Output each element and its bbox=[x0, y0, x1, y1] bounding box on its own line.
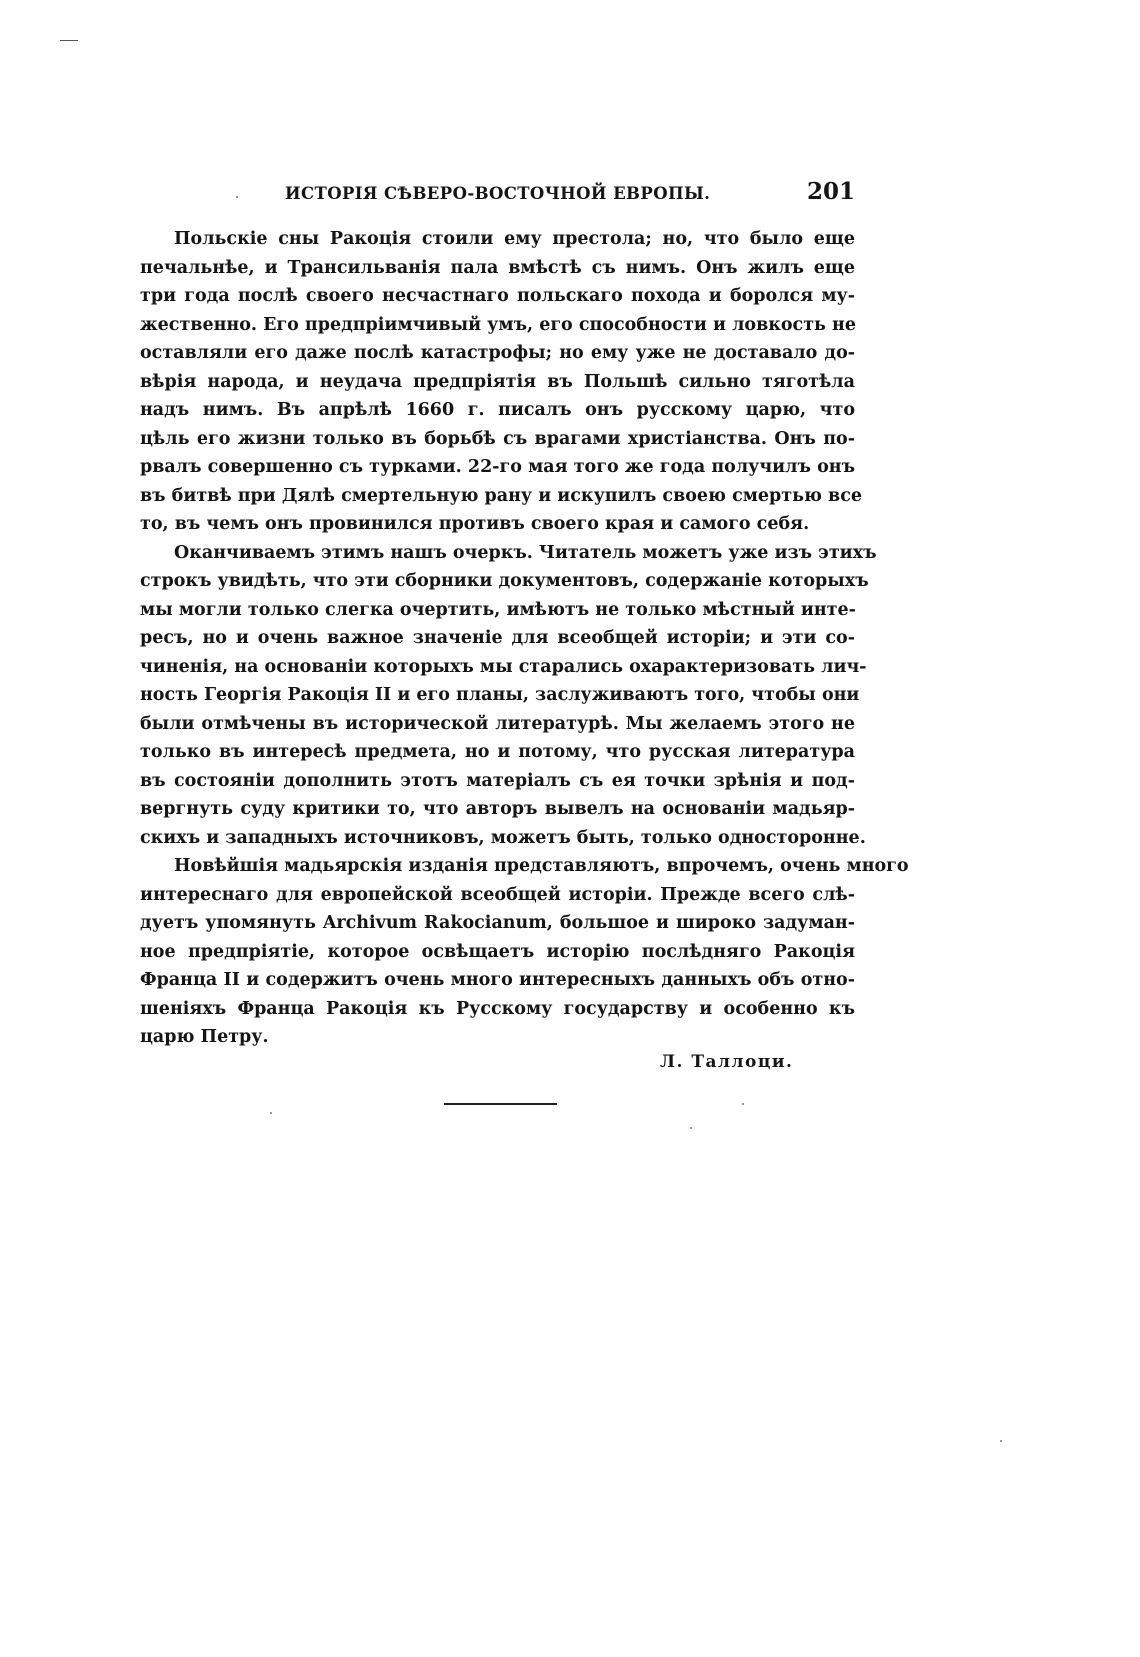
text-line: цѣль его жизни только въ борьбѣ съ врагами христіанства. Онъ по- bbox=[140, 428, 855, 449]
paragraph bbox=[140, 539, 877, 853]
text-line: въ битвѣ при Дялѣ смертельную рану и искупилъ своею смертью все bbox=[140, 485, 863, 506]
end-rule bbox=[444, 1103, 557, 1105]
text-line: дуетъ упомянуть Archivum Rakocianum, большое и широко задуман- bbox=[140, 913, 855, 933]
scan-speck bbox=[270, 1112, 272, 1114]
text-line: рвалъ совершенно съ турками. 22-го мая того же года получилъ онъ bbox=[140, 457, 855, 477]
text-line: царю Петру. bbox=[140, 1027, 269, 1047]
text-line: шеніяхъ Франца Ракоція къ Русскому государству и особенно къ bbox=[140, 998, 855, 1019]
scan-speck bbox=[690, 1127, 692, 1129]
text-line: Оканчиваемъ этимъ нашъ очеркъ. Читатель можетъ уже изъ этихъ bbox=[174, 542, 877, 563]
text-line: оставляли его даже послѣ катастрофы; но ему уже не доставало до- bbox=[140, 343, 855, 363]
text-line: ное предпріятіе, которое освѣщаетъ исторію послѣдняго Ракоція bbox=[140, 941, 855, 962]
text-line: то, въ чемъ онъ провинился противъ своего края и самого себя. bbox=[140, 514, 810, 534]
text-line: три года послѣ своего несчастнаго польскаго похода и боролся му- bbox=[140, 286, 855, 306]
page-header bbox=[175, 180, 855, 210]
text-line: только въ интересѣ предмета, но и потому, что русская литература bbox=[140, 742, 855, 762]
text-line: Франца II и содержитъ очень много интересныхъ данныхъ объ отно- bbox=[140, 970, 855, 990]
text-line: мы могли только слегка очертить, имѣютъ не только мѣстный инте- bbox=[140, 599, 856, 620]
text-line: вергнуть суду критики то, что авторъ вывелъ на основаніи мадьяр- bbox=[140, 799, 855, 819]
text-line: надъ нимъ. Въ апрѣлѣ 1660 г. писалъ онъ русскому царю, что bbox=[140, 400, 855, 420]
scan-speck bbox=[236, 196, 238, 198]
scan-speck bbox=[742, 1103, 744, 1105]
text-line: вѣрія народа, и неудача предпріятія въ Польшѣ сильно тяготѣла bbox=[140, 371, 855, 392]
text-line: печальнѣе, и Трансильванія пала вмѣстѣ съ нимъ. Онъ жилъ еще bbox=[140, 257, 855, 278]
text-line: строкъ увидѣть, что эти сборники документовъ, содержаніе которыхъ bbox=[140, 571, 869, 591]
page-edge-mark bbox=[60, 40, 78, 41]
text-line: скихъ и западныхъ источниковъ, можетъ быть, только односторонне. bbox=[140, 827, 866, 848]
text-line: ресъ, но и очень важное значеніе для всеобщей исторіи; и эти со- bbox=[140, 628, 855, 648]
text-line: интереснаго для европейской всеобщей исторіи. Прежде всего слѣ- bbox=[140, 884, 855, 905]
text-line: въ состояніи дополнить этотъ матеріалъ съ ея точки зрѣнія и под- bbox=[140, 770, 855, 791]
author-signature: Л. Таллоци. bbox=[660, 1052, 794, 1072]
text-line: чиненія, на основаніи которыхъ мы старались охарактеризовать лич- bbox=[140, 656, 867, 677]
running-title: ИСТОРІЯ СѢВЕРО-ВОСТОЧНОЙ ЕВРОПЫ. bbox=[285, 184, 711, 203]
text-line: ность Георгія Ракоція II и его планы, заслуживаютъ того, чтобы они bbox=[140, 685, 860, 705]
text-line: были отмѣчены въ исторической литературѣ. Мы желаемъ этого не bbox=[140, 713, 855, 734]
page-number: 201 bbox=[806, 178, 855, 205]
paragraph bbox=[140, 852, 909, 1052]
body-text bbox=[140, 225, 909, 1052]
text-line: жественно. Его предпріимчивый умъ, его способности и ловкость не bbox=[140, 314, 856, 335]
text-line: Новѣйшія мадьярскія изданія представляютъ, впрочемъ, очень много bbox=[174, 856, 909, 876]
text-line: Польскіе сны Ракоція стоили ему престола; но, что было еще bbox=[174, 229, 855, 249]
paragraph bbox=[140, 225, 863, 539]
scan-speck bbox=[1000, 1440, 1002, 1442]
